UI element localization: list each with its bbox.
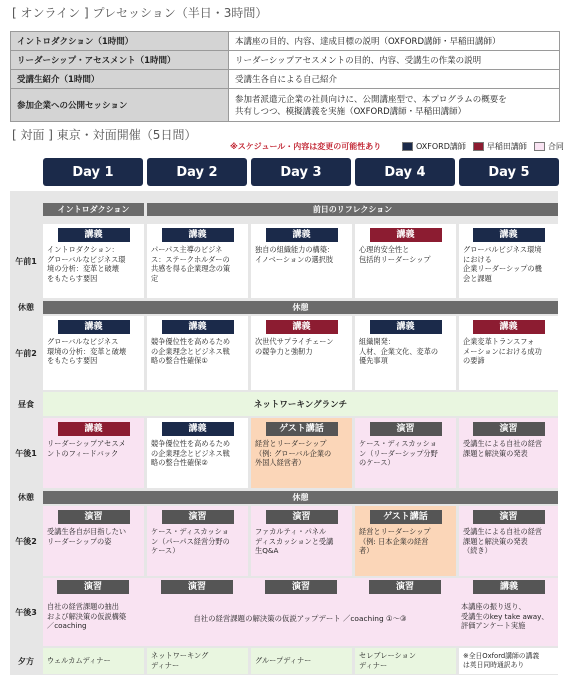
session-description: 参加者派遣元企業の社員向けに、公開講座型で、本プログラムの概要を 共有しつつ、模擬講義を実施（OXFORD講師・早稲田講師） — [229, 89, 560, 122]
note-text: ※全日Oxford講師の講義 は英日同時通訳あり — [463, 651, 540, 669]
interpretation-note — [459, 648, 558, 674]
dinner-text: ウェルカムディナー — [47, 656, 111, 666]
day-header: Day 4 — [355, 158, 455, 186]
session-text: 競争優位性を高めるため の企業理念とビジネス戦 略の整合性確保② — [151, 439, 231, 468]
row-label: 夕方 — [18, 656, 34, 666]
table-row — [11, 51, 560, 70]
session-text: 自社の経営課題の解決策の仮説アップデート ／coaching ①〜③ — [193, 614, 407, 623]
row-label: 昼食 — [18, 399, 34, 409]
legend-swatch-joint — [534, 142, 545, 151]
lecture-badge: 講義 — [58, 228, 130, 242]
legend-swatch-oxford — [402, 142, 413, 151]
session-cell — [251, 316, 352, 390]
session-text: ケース・ディスカッショ ン（リーダーシップ分野 のケース） — [359, 439, 438, 468]
dinner-cell — [147, 648, 248, 674]
session-cell — [251, 506, 352, 576]
legend-label: OXFORD講師 — [416, 142, 466, 151]
exercise-badge: 演習 — [161, 580, 233, 594]
exercise-badge: 演習 — [473, 510, 545, 524]
lecture-badge: 講義 — [473, 228, 545, 242]
session-label: リーダーシップ・アセスメント（1時間） — [11, 51, 229, 70]
session-cell — [459, 224, 558, 298]
dinner-cell — [43, 648, 144, 674]
legend — [402, 141, 564, 152]
session-text: パーパス主導のビジネ ス：ステークホルダーの 共感を得る企業理念の策 定 — [151, 245, 231, 284]
session-cell — [459, 418, 558, 488]
intro-bar: イントロダクション — [43, 203, 144, 216]
lecture-badge: 講義 — [266, 320, 338, 334]
session-cell — [251, 224, 352, 298]
exercise-badge: 演習 — [265, 580, 337, 594]
session-cell — [355, 316, 456, 390]
session-text: 競争優位性を高めるため の企業理念とビジネス戦 略の整合性確保① — [151, 337, 231, 366]
lecture-badge: 講義 — [370, 320, 442, 334]
session-text: 組織開発： 人材、企業文化、変革の 優先事項 — [359, 337, 439, 366]
legend-label: 合同 — [547, 142, 564, 151]
offline-section-title: [ 対面 ] 東京・対面開催（5日間） — [12, 128, 197, 142]
session-label: 参加企業への公開セッション — [11, 89, 229, 122]
exercise-badge: 演習 — [58, 510, 130, 524]
online-schedule-table — [10, 31, 560, 122]
session-cell — [459, 506, 558, 576]
session-text: ファカルティ・パネル ディスカッションと受講 生Q&A — [255, 527, 334, 556]
session-description: 本講座の目的、内容、達成目標の説明（OXFORD講師・早稲田講師） — [229, 32, 560, 51]
pm3-block — [43, 578, 558, 646]
row-label: 休憩 — [18, 492, 34, 502]
exercise-badge: 演習 — [369, 580, 441, 594]
dinner-text: セレブレーション ディナー — [359, 651, 416, 670]
row-label: 午後2 — [15, 536, 37, 546]
session-text: 独自の組織能力の構築： イノベーションの選択肢 — [255, 245, 335, 264]
session-text: 本講座の振り返り、 受講生のkey take away、 評価アンケート実施 — [461, 602, 549, 631]
session-cell — [251, 418, 352, 488]
exercise-badge: 演習 — [370, 422, 442, 436]
row-label: 午前1 — [15, 256, 37, 266]
online-section-title: [ オンライン ] プレセッション（半日・3時間） — [12, 6, 268, 20]
row-label: 午前2 — [15, 348, 37, 358]
session-cell — [43, 506, 144, 576]
legend-swatch-waseda — [473, 142, 484, 151]
lecture-badge: 講義 — [58, 320, 130, 334]
guest-talk-badge: ゲスト講話 — [370, 510, 442, 524]
lunch-bar: ネットワーキングランチ — [43, 392, 558, 416]
lecture-badge: 講義 — [473, 580, 545, 594]
session-cell — [43, 418, 144, 488]
session-text: 自社の経営課題の抽出 および解決策の仮説構築 ／coaching — [47, 602, 127, 631]
row-label: 午後3 — [15, 607, 37, 617]
session-label: 受講生紹介（1時間） — [11, 70, 229, 89]
session-text: イントロダクション： グローバルなビジネス環 境の分析：変革と破壊 をもたらす要因 — [47, 245, 126, 284]
session-text: ケース・ディスカッショ ン（パーパス経営分野の ケース） — [151, 527, 230, 556]
dinner-cell — [251, 648, 352, 674]
session-text: 経営とリーダーシップ （例: 日本企業の経営 者） — [359, 527, 431, 556]
session-cell — [147, 224, 248, 298]
session-cell — [147, 418, 248, 488]
day-header: Day 5 — [459, 158, 559, 186]
table-row — [11, 70, 560, 89]
session-cell — [459, 316, 558, 390]
session-text: 受講生による自社の経営 課題と解決策の発表 — [463, 439, 543, 458]
dinner-cell — [355, 648, 456, 674]
rest-bar: 休憩 — [43, 301, 558, 314]
table-row — [11, 32, 560, 51]
session-description: 受講生各自による自己紹介 — [229, 70, 560, 89]
exercise-badge: 演習 — [266, 510, 338, 524]
session-cell — [147, 506, 248, 576]
session-label: イントロダクション（1時間） — [11, 32, 229, 51]
day-header: Day 1 — [43, 158, 143, 186]
exercise-badge: 演習 — [473, 422, 545, 436]
lecture-badge: 講義 — [162, 228, 234, 242]
session-text: 受講生による自社の経営 課題と解決策の発表 （続き） — [463, 527, 543, 556]
exercise-badge: 演習 — [57, 580, 129, 594]
lecture-badge: 講義 — [162, 320, 234, 334]
reflection-bar: 前日のリフレクション — [147, 203, 558, 216]
schedule-change-note: ※スケジュール・内容は変更の可能性あり — [230, 142, 382, 151]
guest-talk-badge: ゲスト講話 — [266, 422, 338, 436]
lecture-badge: 講義 — [473, 320, 545, 334]
lecture-badge: 講義 — [162, 422, 234, 436]
session-text: 経営とリーダーシップ （例: グローバル企業の 外国人経営者） — [255, 439, 332, 468]
lecture-badge: 講義 — [370, 228, 442, 242]
session-cell — [355, 418, 456, 488]
session-cell — [147, 316, 248, 390]
session-cell — [43, 224, 144, 298]
table-row — [11, 89, 560, 122]
session-description: リーダーシップアセスメントの目的、内容、受講生の作業の説明 — [229, 51, 560, 70]
session-text: グローバルなビジネス 環境の分析：変革と破壊 をもたらす要因 — [47, 337, 127, 366]
rest-bar: 休憩 — [43, 491, 558, 504]
exercise-badge: 演習 — [162, 510, 234, 524]
session-text: 次世代サプライチェーン の競争力と強靭力 — [255, 337, 334, 356]
legend-label: 早稲田講師 — [486, 142, 527, 151]
row-label: 午後1 — [15, 448, 37, 458]
day-header: Day 2 — [147, 158, 247, 186]
lecture-badge: 講義 — [58, 422, 130, 436]
dinner-text: グループディナー — [255, 656, 312, 666]
day-header: Day 3 — [251, 158, 351, 186]
lecture-badge: 講義 — [266, 228, 338, 242]
row-label: 休憩 — [18, 302, 34, 312]
session-cell — [355, 506, 456, 576]
session-cell — [355, 224, 456, 298]
dinner-text: ネットワーキング ディナー — [151, 651, 209, 670]
session-text: 受講生各自が目指したい リーダーシップの姿 — [47, 527, 127, 546]
session-text: 心理的安全性と 包括的リーダーシップ — [359, 245, 431, 264]
session-text: グローバルビジネス環境 における 企業リーダーシップの機 会と課題 — [463, 245, 542, 284]
session-text: リーダーシップアセスメ ントのフィードバック — [47, 439, 126, 458]
session-cell — [43, 316, 144, 390]
session-text: 企業変革トランスフォ メーションにおける成功 の要諦 — [463, 337, 542, 366]
